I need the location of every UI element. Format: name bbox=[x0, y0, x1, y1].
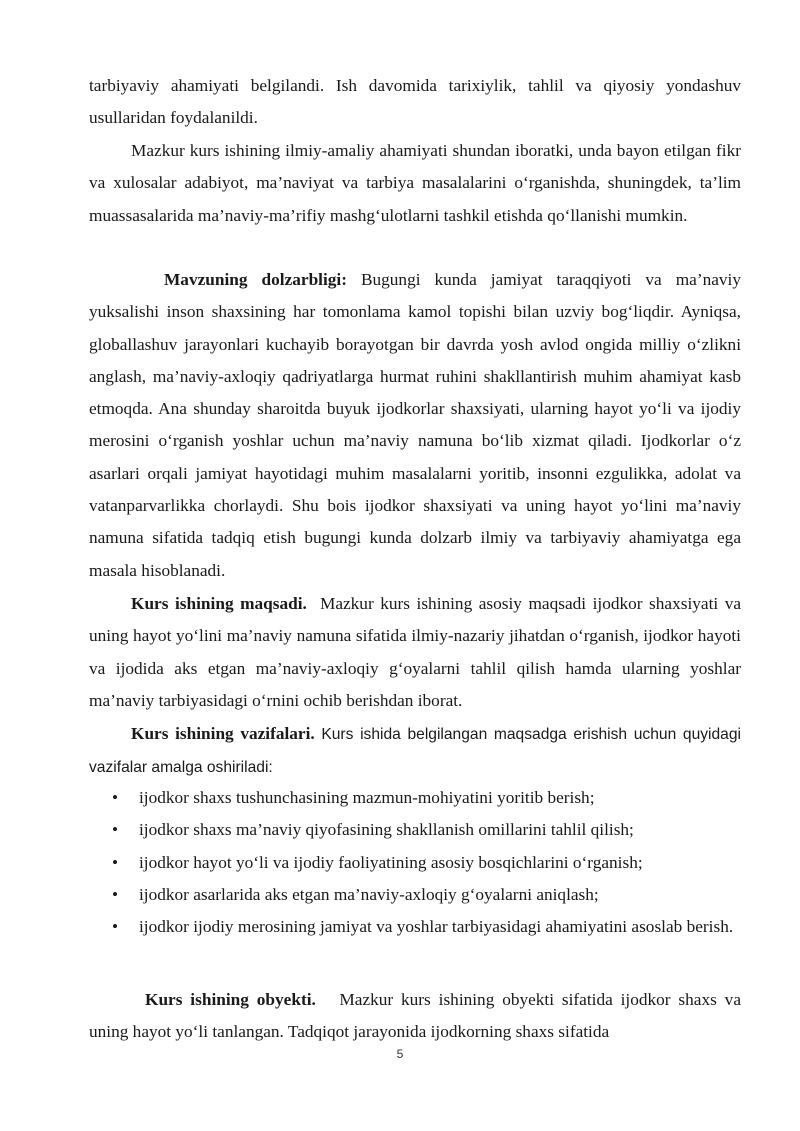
list-item-text: ijodkor asarlarida aks etgan ma’naviy-axloqiy g‘oyalarni aniqlash; bbox=[139, 884, 599, 904]
relevance-heading: Mavzuning dolzarbligi: bbox=[164, 270, 347, 289]
paragraph-relevance bbox=[89, 264, 741, 587]
bullet-icon: • bbox=[112, 820, 119, 840]
paragraph-tasks bbox=[89, 718, 741, 785]
paragraph-intro-end: tarbiyaviy ahamiyati belgilandi. Ish davomida tarixiylik, tahlil va qiyosiy yondashuv usullaridan foydalanildi. bbox=[89, 76, 741, 128]
list-item-text: ijodkor ijodiy merosining jamiyat va yoshlar tarbiyasidagi ahamiyatini asoslab berish. bbox=[139, 917, 734, 937]
list-item bbox=[112, 911, 741, 943]
bullet-icon: • bbox=[112, 788, 119, 807]
list-item-text: ijodkor shaxs ma’naviy qiyofasining shakllanish omillarini tahlil qilish; bbox=[139, 820, 634, 840]
tasks-text: Kurs ishida belgilangan maqsadga erishish uchun quyidagi vazifalar amalga oshiriladi: bbox=[89, 726, 741, 777]
list-item-text: ijodkor shaxs tushunchasining mazmun-mohiyatini yoritib berish; bbox=[139, 788, 595, 807]
list-item bbox=[112, 847, 741, 879]
paragraph-practical-significance: Mazkur kurs ishining ilmiy-amaliy ahamiyati shundan iboratki, unda bayon etilgan fikr va xulosalar adabiyot, ma’naviyat va tarbiya masalalarini o‘rganishda, shuningdek, ta’lim muassasalarida ma’naviy-ma’rifiy mashg‘ulotlarni tashkil etishda qo‘llanishi mumkin. bbox=[89, 141, 741, 225]
goal-heading: Kurs ishining maqsadi. bbox=[131, 594, 307, 613]
tasks-list bbox=[112, 782, 741, 943]
paragraph-object bbox=[89, 984, 741, 1049]
bullet-icon: • bbox=[112, 852, 119, 872]
bullet-icon: • bbox=[112, 917, 119, 937]
page-number: 5 bbox=[396, 1047, 404, 1061]
object-text: Mazkur kurs ishining obyekti sifatida ijodkor shaxs va uning hayot yo‘li tanlangan. Tadqiqot jarayonida ijodkorning shaxs sifatida bbox=[89, 990, 741, 1042]
tasks-heading: Kurs ishining vazifalari. bbox=[131, 724, 315, 743]
paragraph-goal bbox=[89, 588, 741, 717]
object-heading: Kurs ishining obyekti. bbox=[145, 990, 316, 1009]
relevance-text: Bugungi kunda jamiyat taraqqiyoti va ma’naviy yuksalishi inson shaxsining har tomonlama kamol topishi bilan uzviy bog‘liqdir. Ayniqsa, globallashuv jarayonlari kuchayib borayotgan bir davrda yosh avlod ongida milliy o‘zlikni anglash, ma’naviy-axloqiy qadriyatlarga hurmat ruhini shakllantirish muhim ahamiyat kasb etmoqda. Ana shunday sharoitda buyuk ijodkorlar shaxsiyati, ularning hayot yo‘li va ijodiy merosini o‘rganish yoshlar uchun ma’naviy namuna bo‘lib xizmat qiladi. Ijodkorlar o‘z asarlari orqali jamiyat hayotidagi muhim masalalarni yoritib, insonni ezgulikka, adolat va vatanparvarlikka chorlaydi. Shu bois ijodkor shaxsiyati va uning hayot yo‘lini ma’naviy namuna sifatida tadqiq etish bugungi kunda dolzarb ilmiy va tarbiyaviy ahamiyatga ega masala hisoblanadi. bbox=[89, 270, 741, 580]
bullet-icon: • bbox=[112, 884, 119, 904]
list-item bbox=[112, 879, 741, 911]
list-item bbox=[112, 782, 741, 814]
list-item bbox=[112, 814, 741, 846]
goal-text: Mazkur kurs ishining asosiy maqsadi ijodkor shaxsiyati va uning hayot yo‘lini ma’naviy namuna sifatida ilmiy-nazariy jihatdan o‘rganish, ijodkor hayoti va ijodida aks etgan ma’naviy-axloqiy g‘oyalarni tahlil qilish hamda ularning yoshlar ma’naviy tarbiyasidagi o‘rnini ochib berishdan iborat. bbox=[89, 594, 742, 710]
list-item-text: ijodkor hayot yo‘li va ijodiy faoliyatining asosiy bosqichlarini o‘rganish; bbox=[139, 852, 643, 872]
